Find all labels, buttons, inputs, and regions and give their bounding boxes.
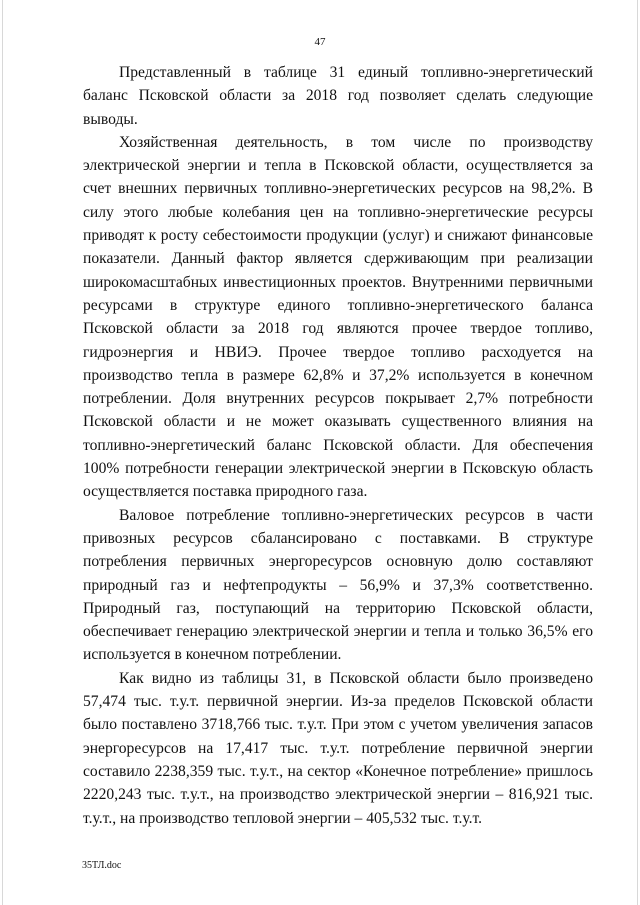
- page-number: 47: [314, 36, 326, 48]
- paragraph-table-summary: Как видно из таблицы 31, в Псковской области было произведено 57,474 тыс. т.у.т. первичной энергии. Из-за пределов Псковской области было поставлено 3718,766 тыс. т.у.т. При этом с учетом увеличения запасов энергоресурсов на 17,417 тыс. т.у.т. потребление первичной энергии составило 2238,359 тыс. т.у.т., на сектор «Конечное потребление» пришлось 2220,243 тыс. т.у.т., на производство электрической энергии – 816,921 тыс. т.у.т., на производство тепловой энергии – 405,532 тыс. т.у.т.: [83, 669, 593, 827]
- paragraph-conclusions-intro: Представленный в таблице 31 единый топливно-энергетический баланс Псковской области за 2018 год позволяет сделать следующие выводы.: [83, 64, 593, 128]
- footer-filename: 35ТЛ.doc: [82, 860, 122, 871]
- scan-edge-right: [637, 0, 638, 905]
- body-text: [83, 61, 593, 830]
- paragraph-gross-consumption: Валовое потребление топливно-энергетических ресурсов в части привозных ресурсов сбалансировано с поставками. В структуре потребления первичных энергоресурсов основную долю составляют природный газ и нефтепродукты – 56,9% и 37,3% соответственно. Природный газ, поступающий на территорию Псковской области, обеспечивает генерацию электрической энергии и тепла и только 36,5% его используется в конечном потреблении.: [83, 506, 593, 664]
- paragraph-economic-activity: Хозяйственная деятельность, в том числе по производству электрической энергии и тепла в Псковской области, осуществляется за счет внешних первичных топливно-энергетических ресурсов на 98,2%. В силу этого любые колебания цен на топливно-энергетические ресурсы приводят к росту себестоимости продукции (услуг) и снижают финансовые показатели. Данный фактор является сдерживающим при реализации широкомасштабных инвестиционных проектов. Внутренними первичными ресурсами в структуре единого топливно-энергетического баланса Псковской области за 2018 год являются прочее твердое топливо, гидроэнергия и НВИЭ. Прочее твердое топливо расходуется на производство тепла в размере 62,8% и 37,2% используется в конечном потреблении. Доля внутренних ресурсов покрывает 2,7% потребности Псковской области и не может оказывать существенного влияния на топливно-энергетический баланс Псковской области. Для обеспечения 100% потребности генерации электрической энергии в Псковскую область осуществляется поставка природного газа.: [83, 133, 593, 501]
- scan-edge-left: [2, 0, 3, 905]
